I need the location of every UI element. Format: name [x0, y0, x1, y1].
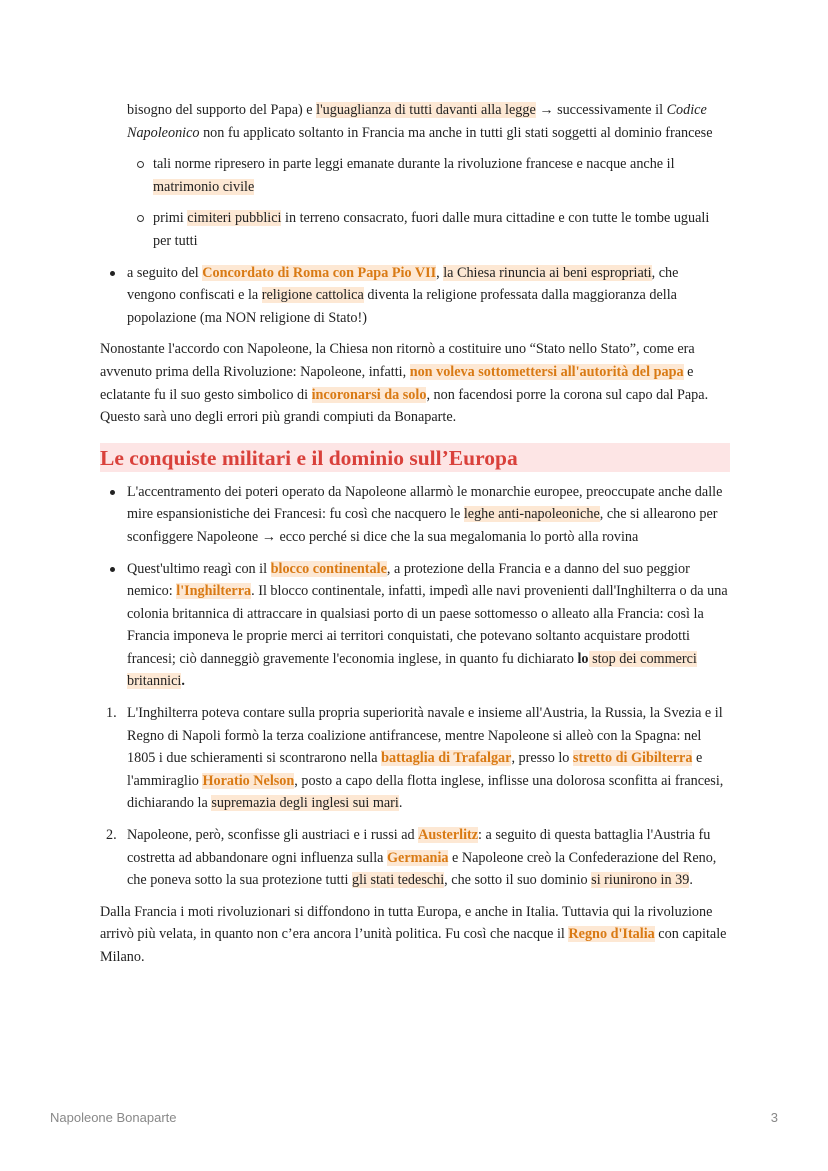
text: diventa la religione professata dalla maggioranza della popolazione (ma NON religione di Stato!): [127, 287, 677, 326]
text: Napoleone, però, sconfisse gli austriaci e i russi ad: [127, 827, 419, 844]
keyword: stretto di Gibilterra: [572, 750, 693, 767]
keyword: Regno d'Italia: [568, 926, 655, 943]
text: ,: [436, 264, 444, 281]
text: Nonostante l'accordo con Napoleone, la Chiesa non ritornò a costituire uno “Stato nello Stato”, come era avvenuto prima della Rivoluzione: Napoleone, infatti,: [100, 341, 695, 380]
list-item: [153, 207, 730, 252]
numbered-list: [100, 702, 730, 892]
text: e eclatante fu il suo gesto simbolico di: [100, 363, 694, 403]
sub-list: [100, 153, 730, 252]
text: , presso lo: [511, 750, 573, 767]
bold-text: .: [181, 673, 185, 690]
list-item: [106, 702, 730, 815]
list-item: [153, 153, 730, 198]
page-number: 3: [770, 1110, 778, 1125]
text: L'accentramento dei poteri operato da Napoleone allarmò le monarchie europee, preoccupate anche dalle mire espansionistiche dei Francesi: fu così che nacquero le: [127, 483, 723, 523]
text: , che si allearono per sconfiggere Napoleone → ecco perché si dice che la sua megalomania lo portò alla rovina: [127, 506, 718, 545]
text: .: [689, 872, 693, 889]
keyword: l'Inghilterra: [176, 583, 252, 600]
text: bisogno del supporto del Papa) e: [127, 102, 317, 118]
keyword: Concordato di Roma con Papa Pio VII: [202, 264, 437, 281]
text: Dalla Francia i moti rivoluzionari si diffondono in tutta Europa, e anche in Italia. Tuttavia qui la rivoluzione arrivò più velata, in quanto non c’era ancora l’unità politica. Fu così che nacque il: [100, 903, 713, 943]
intro-paragraph: [100, 99, 730, 144]
text: e Napoleone creò la Confederazione del Reno, che poneva sotto la sua protezione tutti: [127, 849, 717, 889]
text: L'Inghilterra poteva contare sulla propria superiorità navale e insieme all'Austria, la Russia, la Svezia e il Regno di Napoli formò la terza coalizione antifrancese, mentre Napoleone si alleò con la Spagna: nel 1805 i due schieramenti si scontrarono nella: [127, 705, 723, 767]
highlight: supremazia degli inglesi sui mari: [211, 795, 399, 812]
highlight: la Chiesa rinuncia ai beni espropriati: [443, 264, 652, 281]
keyword: blocco continentale: [270, 560, 387, 577]
text: , che sotto il suo dominio: [444, 872, 592, 889]
highlight: cimiteri pubblici: [187, 210, 282, 227]
bold-text: lo: [577, 650, 589, 667]
keyword: battaglia di Trafalgar: [381, 750, 512, 767]
keyword: incoronarsi da solo: [311, 386, 427, 403]
highlight: si riunirono in 39: [591, 872, 690, 889]
text: in terreno consacrato, fuori dalle mura cittadine e con tutte le tombe uguali per tutti: [153, 210, 710, 249]
text: , a protezione della Francia e a danno del suo peggior nemico:: [127, 560, 690, 600]
text: con capitale Milano.: [100, 926, 727, 965]
text: → successivamente il: [535, 102, 667, 118]
highlight: religione cattolica: [261, 287, 364, 304]
text: , che vengono confiscati e la: [127, 264, 679, 304]
text: non fu applicato soltanto in Francia ma anche in tutti gli stati soggetti al dominio francese: [199, 124, 713, 141]
document-body: [100, 99, 730, 969]
paragraph: [100, 901, 730, 969]
bullet-list: [100, 481, 730, 693]
bullet-list: [100, 262, 730, 330]
paragraph: [100, 338, 730, 428]
text: tali norme ripresero in parte leggi emanate durante la rivoluzione francese e nacque anche il: [153, 156, 675, 173]
highlight: gli stati tedeschi: [351, 872, 445, 889]
text: . Il blocco continentale, infatti, impedì alle navi provenienti dall'Inghilterra o da una colonia britannica di attraccare in qualsiasi porto di un paese sottomesso o alleato alla Francia: così la Francia imponeva le proprie merci ai territori conquistati, che potevano soltanto acquistare prodotti francesi; ciò danneggiò gravemente l'economia inglese, in quanto fu dichiarato: [127, 583, 728, 667]
footer-title: Napoleone Bonaparte: [50, 1110, 177, 1125]
text: , posto a capo della flotta inglese, inflisse una dolorosa sconfitta ai francesi, dichiarando la: [127, 772, 724, 812]
list-item: [127, 481, 730, 549]
keyword: Austerlitz: [418, 827, 479, 844]
list-number: 1.: [106, 705, 117, 722]
keyword: Horatio Nelson: [202, 772, 295, 789]
keyword: non voleva sottomettersi all'autorità del papa: [409, 363, 684, 380]
list-number: 2.: [106, 827, 117, 844]
list-item: [127, 262, 730, 330]
highlight: stop dei commerci britannici: [127, 650, 697, 690]
text: a seguito del: [127, 264, 203, 281]
italic-term: Codice Napoleonico: [127, 102, 707, 141]
highlight: l'uguaglianza di tutti davanti alla legge: [316, 102, 536, 118]
text: primi: [153, 210, 188, 227]
list-item: [106, 824, 730, 892]
keyword: Germania: [387, 849, 449, 866]
list-item: [127, 558, 730, 694]
text: e l'ammiraglio: [127, 750, 703, 789]
highlight: leghe anti-napoleoniche: [463, 506, 600, 523]
text: Quest'ultimo reagì con il: [127, 560, 271, 577]
text: .: [398, 795, 403, 812]
text: : a seguito di questa battaglia l'Austria fu costretta ad abbandonare ogni influenza sulla: [127, 827, 711, 866]
highlight: matrimonio civile: [153, 178, 255, 195]
text: , non facendosi porre la corona sul capo dal Papa. Questo sarà uno degli errori più grandi compiuti da Bonaparte.: [100, 386, 709, 426]
section-heading: Le conquiste militari e il dominio sull’Europa: [100, 443, 730, 472]
